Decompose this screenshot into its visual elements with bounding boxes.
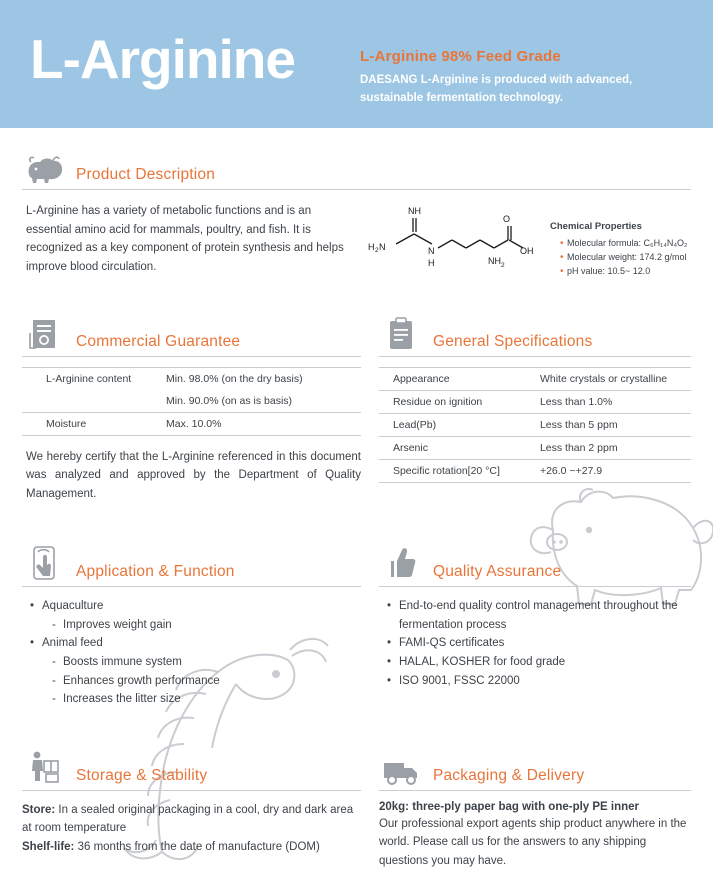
list-item [30,634,361,709]
storage-details [22,801,361,856]
table-cell-label [22,390,152,413]
section-title: Application & Function [76,563,235,581]
table-cell-value: Min. 90.0% (on as is basis) [166,395,293,407]
quality-assurance-header [379,543,691,587]
table-cell-value: Min. 98.0% (on the dry basis) [152,368,361,391]
sub-list-item: - Enhances growth performance [52,672,361,691]
delivery-truck-icon [379,747,423,787]
svg-text:NH: NH [408,206,421,216]
list-item: • End-to-end quality control management throughout the fermentation process [387,597,691,634]
product-description-text: L-Arginine has a variety of metabolic functions and is an essential amino acid for mammals, poultry, and fish. It is recognized as a key component of protein synthesis and helps improve blood circulation. [26,205,344,273]
application-function-list [22,597,361,709]
chemical-properties [550,202,688,287]
livestock-icon [22,146,66,186]
product-tagline: DAESANG L-Arginine is produced with advanced, sustainable fermentation technology. [360,74,633,104]
table-row [22,368,361,391]
commercial-guarantee-table [22,367,361,436]
list-item: • ISO 9001, FSSC 22000 [387,672,691,691]
sub-list-item: - Boosts immune system [52,653,361,672]
svg-text:NH: NH [488,256,501,266]
svg-text:O: O [503,214,511,224]
warehouse-worker-icon [22,747,66,787]
packaging-headline: 20kg: three-ply paper bag with one-ply PE inner [378,800,640,813]
sub-list-item: - Improves weight gain [52,616,361,635]
table-row [379,437,691,460]
section-packaging-delivery [361,747,691,870]
shelf-life-value: 36 months from the date of manufacture (DOM) [74,840,320,853]
section-commercial-guarantee [22,313,361,503]
chemical-property-item: • Molecular weight: 174.2 g/mol [560,251,688,265]
svg-text:N: N [428,246,435,256]
sub-list-item: - Increases the litter size [52,690,361,709]
table-cell-label: Moisture [22,413,152,436]
table-row [22,390,361,413]
table-cell-value: Less than 1.0% [534,391,691,414]
table-cell-label: L-Arginine content [22,368,152,391]
table-row [379,391,691,414]
certification-note: We hereby certify that the L-Arginine referenced in this document was analyzed and approved by the Department of Quality Management. [26,451,361,500]
packaging-text: Our professional export agents ship product anywhere in the world. Please call us for the answers to any shipping questions you may have. [378,817,687,867]
packaging-delivery-header [379,747,691,791]
warranty-document-icon [22,313,66,353]
svg-text:H: H [368,242,375,252]
product-description-header [22,146,691,190]
chemical-property-item: • pH value: 10.5~ 12.0 [560,265,688,279]
table-row [379,368,691,391]
chemical-properties-title: Chemical Properties [550,221,642,232]
section-title: Commercial Guarantee [76,333,241,350]
application-function-header [22,543,361,587]
table-cell-label: Arsenic [379,437,534,460]
section-quality-assurance [361,543,691,709]
table-cell-value: White crystals or crystalline [534,368,691,391]
table-cell-value: Less than 5 ppm [534,414,691,437]
storage-label: Store: [22,803,56,816]
list-item: • HALAL, KOSHER for food grade [387,653,691,672]
storage-value: In a sealed original packaging in a cool, dry and dark area at room temperature [22,803,354,835]
general-specifications-table [379,367,691,483]
table-row [379,414,691,437]
product-subtitle: L-Arginine 98% Feed Grade [360,48,561,65]
table-cell-value: Max. 10.0% [152,413,361,436]
svg-text:N: N [379,242,386,252]
table-cell-label: Specific rotation[20 °C] [379,460,534,483]
general-specifications-header [379,313,691,357]
table-cell-label: Residue on ignition [379,391,534,414]
section-product-description [22,146,691,287]
svg-text:2: 2 [375,247,379,254]
molecular-structure-diagram [360,202,550,287]
thumbs-up-icon [379,543,423,583]
storage-line [22,801,361,838]
table-row [22,413,361,436]
section-title: Product Description [76,166,216,183]
clipboard-icon [379,313,423,353]
list-item: • FAMI-QS certificates [387,634,691,653]
commercial-guarantee-header [22,313,361,357]
page-title: L-Arginine [30,28,295,90]
hand-touch-icon [22,543,66,583]
quality-assurance-list [379,597,691,690]
list-item-label: Aquaculture [42,600,104,613]
storage-stability-header [22,747,361,791]
section-title: General Specifications [432,333,593,350]
section-title: Storage & Stability [76,766,208,784]
table-row [379,460,691,483]
chemical-property-item: • Molecular formula: C₆H₁₄N₄O₂ [560,237,688,251]
table-cell-value: +26.0 ~+27.9 [534,460,691,483]
svg-text:2: 2 [501,262,505,269]
table-cell-value: Less than 2 ppm [534,437,691,460]
page-header [0,0,713,128]
table-cell-label: Appearance [379,368,534,391]
section-title: Packaging & Delivery [432,766,585,784]
page-content [0,146,713,870]
shelf-life-line [22,838,361,856]
list-item [30,597,361,634]
section-title: Quality Assurance [432,563,562,581]
table-cell-label: Lead(Pb) [379,414,534,437]
svg-text:OH: OH [520,246,534,256]
section-general-specifications [361,313,691,503]
section-storage-stability [22,747,361,870]
section-application-function [22,543,361,709]
shelf-life-label: Shelf-life: [22,840,75,853]
list-item-label: Animal feed [42,637,103,650]
svg-text:H: H [428,258,435,268]
